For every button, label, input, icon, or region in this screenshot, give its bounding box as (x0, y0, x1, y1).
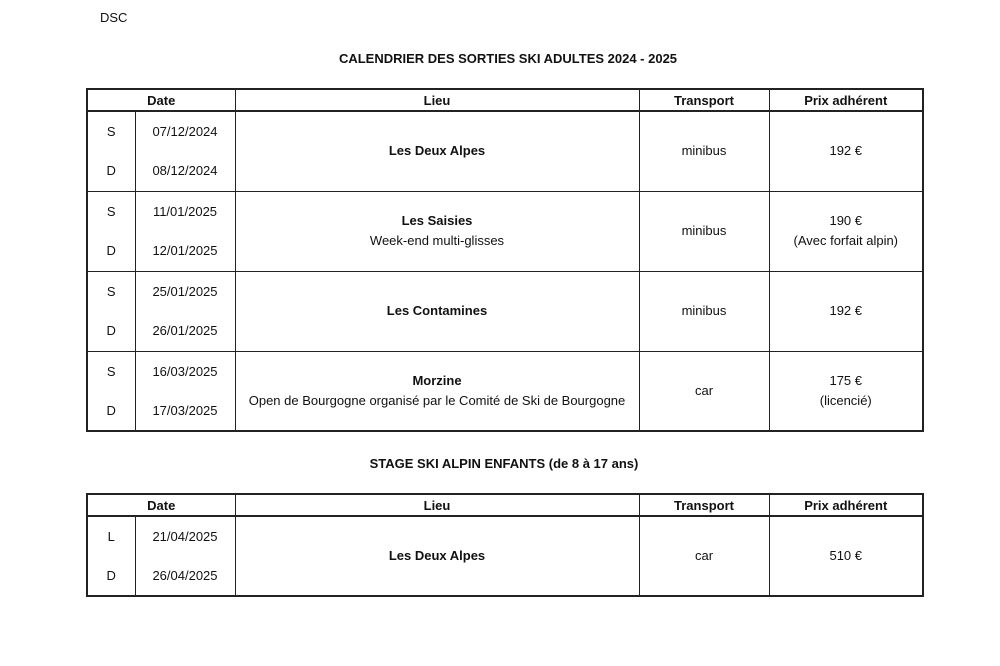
day-letter: S (87, 111, 135, 151)
lieu-cell (235, 191, 639, 271)
date-cell: 26/01/2025 (135, 311, 235, 351)
lieu-subtitle: Week-end multi-glisses (369, 233, 505, 248)
date-cell: 11/01/2025 (135, 191, 235, 231)
price-note: (Avec forfait alpin) (793, 233, 899, 248)
price-note: (licencié) (819, 392, 872, 408)
date-cell: 08/12/2024 (135, 151, 235, 191)
day-letter: D (87, 556, 135, 596)
price-cell (769, 351, 923, 431)
lieu-name: Les Saisies (401, 213, 473, 228)
table-row (87, 516, 923, 556)
price-value: 175 € (829, 372, 863, 388)
lieu-name: Les Deux Alpes (388, 143, 486, 159)
day-letter: S (87, 351, 135, 391)
price-value: 510 € (829, 548, 863, 563)
price-cell (769, 111, 923, 191)
day-letter: D (87, 311, 135, 351)
lieu-cell (235, 516, 639, 596)
table-row (87, 191, 923, 231)
price-cell (769, 516, 923, 596)
table-row (87, 351, 923, 391)
organization-label: DSC (100, 10, 128, 25)
date-cell: 21/04/2025 (135, 516, 235, 556)
transport-cell: car (639, 516, 769, 596)
column-header-transport: Transport (639, 89, 769, 111)
column-header-lieu: Lieu (235, 89, 639, 111)
transport-cell: minibus (639, 271, 769, 351)
price-value: 190 € (829, 213, 863, 228)
day-letter: S (87, 191, 135, 231)
date-cell: 12/01/2025 (135, 231, 235, 271)
day-letter: S (87, 271, 135, 311)
column-header-date: Date (87, 494, 235, 516)
transport-cell: car (639, 351, 769, 431)
price-value: 192 € (829, 303, 863, 318)
day-letter: D (87, 151, 135, 191)
table-row (87, 111, 923, 151)
lieu-cell (235, 111, 639, 191)
lieu-subtitle: Open de Bourgogne organisé par le Comité de Ski de Bourgogne (248, 392, 626, 408)
column-header-lieu: Lieu (235, 494, 639, 516)
section-title-children: STAGE SKI ALPIN ENFANTS (de 8 à 17 ans) (369, 456, 639, 471)
children-stage-table (86, 493, 924, 597)
day-letter: D (87, 231, 135, 271)
column-header-prix: Prix adhérent (769, 89, 923, 111)
lieu-cell (235, 351, 639, 431)
transport-cell: minibus (639, 111, 769, 191)
price-cell (769, 191, 923, 271)
column-header-date: Date (87, 89, 235, 111)
lieu-cell (235, 271, 639, 351)
price-cell (769, 271, 923, 351)
date-cell: 16/03/2025 (135, 351, 235, 391)
lieu-name: Les Deux Alpes (388, 548, 486, 563)
section-title-adults: CALENDRIER DES SORTIES SKI ADULTES 2024 - 2025 (338, 51, 678, 66)
date-cell: 25/01/2025 (135, 271, 235, 311)
day-letter: L (87, 516, 135, 556)
date-cell: 07/12/2024 (135, 111, 235, 151)
adult-outings-table (86, 88, 924, 432)
lieu-name: Les Contamines (386, 303, 488, 318)
transport-cell: minibus (639, 191, 769, 271)
lieu-name: Morzine (412, 372, 462, 388)
column-header-prix: Prix adhérent (769, 494, 923, 516)
date-cell: 17/03/2025 (135, 391, 235, 431)
table-row (87, 271, 923, 311)
column-header-transport: Transport (639, 494, 769, 516)
date-cell: 26/04/2025 (135, 556, 235, 596)
day-letter: D (87, 391, 135, 431)
price-value: 192 € (829, 143, 863, 159)
